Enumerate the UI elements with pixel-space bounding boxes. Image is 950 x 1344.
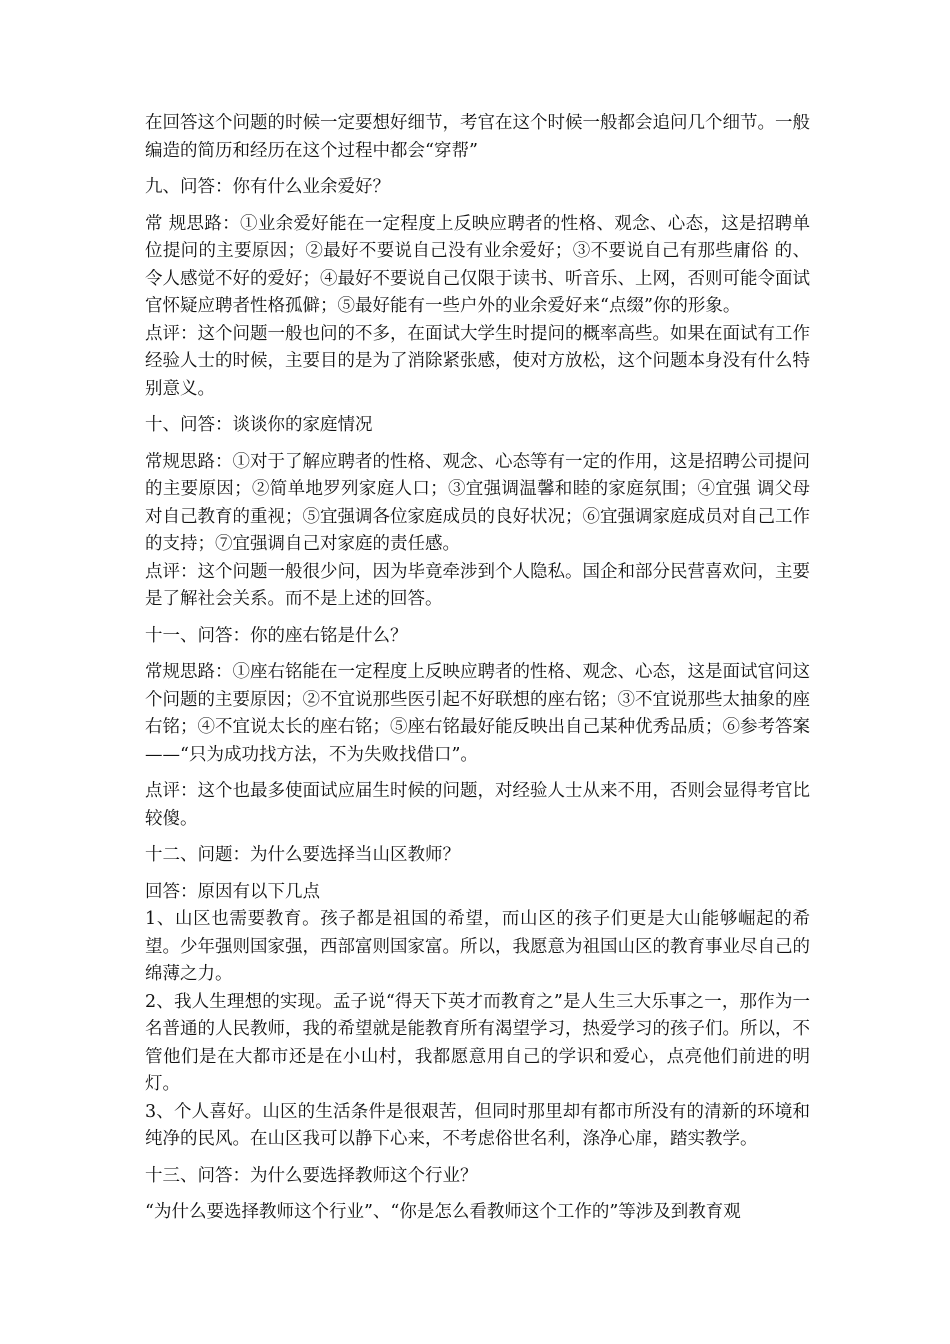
section-13-heading: 十三、问答：为什么要选择教师这个行业？ <box>145 1165 478 1186</box>
section-12-answer-intro: 回答：原因有以下几点 <box>145 881 320 902</box>
section-9-comment: 点评：这个问题一般也问的不多，在面试大学生时提问的概率高些。如果在面试有工作经验人士的时候，主要目的是为了消除紧张感，使对方放松，这个问题本身没有什么特别意义。 <box>145 323 810 399</box>
intro-paragraph: 在回答这个问题的时候一定要想好细节，考官在这个时候一般都会追问几个细节。一般编造的简历和经历在这个过程中都会“穿帮” <box>145 113 810 161</box>
section-9-heading: 九、问答：你有什么业余爱好？ <box>145 177 390 197</box>
section-12-heading: 十二、问题：为什么要选择当山区教师？ <box>145 845 460 865</box>
section-12-reason-1: 1、山区也需要教育。孩子都是祖国的希望，而山区的孩子们更是大山能够崛起的希望。少年强则国家强，西部富则国家富。所以，我愿意为祖国山区的教育事业尽自己的绵薄之力。 <box>145 909 810 984</box>
section-13-body: “为什么要选择教师这个行业”、“你是怎么看教师这个工作的”等涉及到教育观 <box>145 1202 741 1222</box>
section-12-reason-3: 3、个人喜好。山区的生活条件是很艰苦，但同时那里却有都市所没有的清新的环境和纯净的民风。在山区我可以静下心来，不考虑俗世名利，涤净心扉，踏实教学。 <box>145 1101 810 1149</box>
section-12-reason-2: 2、我人生理想的实现。孟子说“得天下英才而教育之”是人生三大乐事之一，那作为一名普通的人民教师，我的希望就是能教育所有渴望学习，热爱学习的孩子们。所以，不管他们是在大都市还是在小山村，我都愿意用自己的学识和爱心，点亮他们前进的明灯。 <box>145 991 810 1094</box>
section-9-approach: 常 规思路：①业余爱好能在一定程度上反映应聘者的性格、观念、心态，这是招聘单位提问的主要原因；②最好不要说自己没有业余爱好；③不要说自己有那些庸俗 的、令人感觉不好的爱好；④最好不要说自己仅限于读书、听音乐、上网，否则可能令面试官怀疑应聘者性格孤僻；⑤最好能有一些户外的业余爱好来“点缀”你的形象。 <box>145 213 810 316</box>
document-page <box>145 110 810 1227</box>
section-10-approach: 常规思路：①对于了解应聘者的性格、观念、心态等有一定的作用，这是招聘公司提问的主要原因；②简单地罗列家庭人口；③宜强调温馨和睦的家庭氛围；④宜强 调父母对自己教育的重视；⑤宜强调各位家庭成员的良好状况；⑥宜强调家庭成员对自己工作的支持；⑦宜强调自己对家庭的责任感。 <box>145 451 810 554</box>
section-10-heading: 十、问答：谈谈你的家庭情况 <box>145 415 373 435</box>
section-11-approach: 常规思路：①座右铭能在一定程度上反映应聘者的性格、观念、心态，这是面试官问这个问题的主要原因；②不宜说那些医引起不好联想的座右铭；③不宜说那些太抽象的座右铭；④不宜说太长的座右铭；⑤座右铭最好能反映出自己某种优秀品质；⑥参考答案——“只为成功找方法，不为失败找借口”。 <box>145 662 810 765</box>
section-11-comment: 点评：这个也最多使面试应届生时候的问题，对经验人士从来不用，否则会显得考官比较傻。 <box>145 781 810 829</box>
section-10-comment: 点评：这个问题一般很少问，因为毕竟牵涉到个人隐私。国企和部分民营喜欢问，主要是了解社会关系。而不是上述的回答。 <box>145 561 810 609</box>
section-11-heading: 十一、问答：你的座右铭是什么？ <box>145 625 408 646</box>
